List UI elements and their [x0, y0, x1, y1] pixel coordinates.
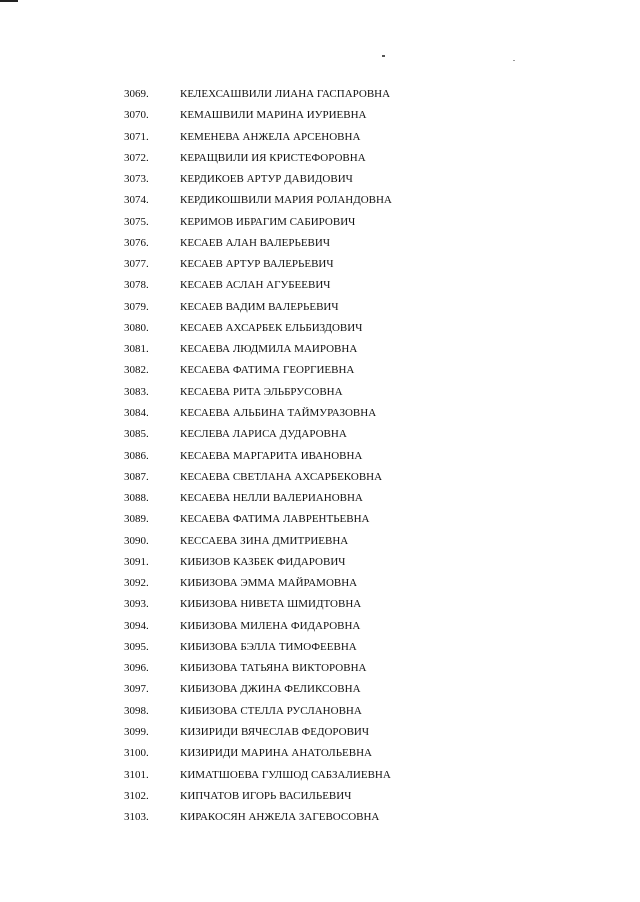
list-item: [0, 743, 640, 764]
entry-name: КЕСАЕВА СВЕТЛАНА АХСАРБЕКОВНА: [180, 470, 383, 483]
list-item: [0, 765, 640, 786]
entry-name: КЕСАЕВ АРТУР ВАЛЕРЬЕВИЧ: [180, 258, 334, 271]
entry-number: 3096.: [124, 662, 149, 675]
entry-number: 3084.: [124, 406, 149, 419]
list-item: [0, 594, 640, 615]
entry-number: 3083.: [124, 385, 149, 398]
list-item: [0, 275, 640, 296]
list-item: [0, 637, 640, 658]
entry-number: 3093.: [124, 598, 149, 611]
entry-number: 3082.: [124, 364, 149, 377]
entry-number: 3099.: [124, 725, 149, 738]
entry-name: КИБИЗОВА МИЛЕНА ФИДАРОВНА: [180, 619, 361, 632]
list-item: [0, 573, 640, 594]
scan-speck: [513, 60, 515, 61]
entry-number: 3094.: [124, 619, 149, 632]
list-item: [0, 382, 640, 403]
list-item: [0, 254, 640, 275]
entry-name: КЕСАЕВА НЕЛЛИ ВАЛЕРИАНОВНА: [180, 492, 363, 505]
list-item: [0, 701, 640, 722]
entry-number: 3069.: [124, 88, 149, 100]
entry-name: КИБИЗОВ КАЗБЕК ФИДАРОВИЧ: [180, 555, 346, 568]
entry-name: КИБИЗОВА СТЕЛЛА РУСЛАНОВНА: [180, 704, 362, 717]
list-item: [0, 212, 640, 233]
entry-number: 3078.: [124, 279, 149, 292]
entry-name: КЕСАЕВ АСЛАН АГУБЕЕВИЧ: [180, 279, 331, 292]
entry-name: КЕСАЕВА ФАТИМА ГЕОРГИЕВНА: [180, 364, 355, 377]
entry-name: КИБИЗОВА ТАТЬЯНА ВИКТОРОВНА: [180, 662, 367, 675]
list-item: [0, 552, 640, 573]
entry-name: КИПЧАТОВ ИГОРЬ ВАСИЛЬЕВИЧ: [180, 789, 352, 802]
entry-name: КЕРИМОВ ИБРАГИМ САБИРОВИЧ: [180, 215, 356, 228]
list-item: [0, 84, 640, 105]
entry-number: 3075.: [124, 215, 149, 228]
entry-name: КЕСАЕВА МАРГАРИТА ИВАНОВНА: [180, 449, 363, 462]
list-item: [0, 679, 640, 700]
list-item: [0, 233, 640, 254]
entry-name: КИМАТШОЕВА ГУЛШОД САБЗАЛИЕВНА: [180, 768, 391, 781]
entry-name: КИРАКОСЯН АНЖЕЛА ЗАГЕВОСОВНА: [180, 811, 380, 824]
entry-number: 3095.: [124, 640, 149, 653]
entry-name: КЕСАЕВА АЛЬБИНА ТАЙМУРАЗОВНА: [180, 406, 377, 419]
list-item: [0, 169, 640, 190]
entry-number: 3101.: [124, 768, 149, 781]
entry-number: 3087.: [124, 470, 149, 483]
entry-number: 3089.: [124, 513, 149, 526]
entry-name: КИБИЗОВА ДЖИНА ФЕЛИКСОВНА: [180, 683, 361, 696]
list-item: [0, 339, 640, 360]
entry-name: КИБИЗОВА БЭЛЛА ТИМОФЕЕВНА: [180, 640, 357, 653]
list-item: [0, 127, 640, 148]
entry-name: КЕСАЕВ АХСАРБЕК ЕЛЬБИЗДОВИЧ: [180, 321, 363, 334]
entry-name: КИЗИРИДИ МАРИНА АНАТОЛЬЕВНА: [180, 747, 372, 760]
entry-name: КИБИЗОВА НИВЕТА ШМИДТОВНА: [180, 598, 362, 611]
entry-name: КИЗИРИДИ ВЯЧЕСЛАВ ФЕДОРОВИЧ: [180, 725, 370, 738]
entry-number: 3079.: [124, 300, 149, 313]
entry-number: 3080.: [124, 321, 149, 334]
list-item: [0, 807, 640, 828]
list-item: [0, 190, 640, 211]
entry-name: КЕСАЕВА РИТА ЭЛЬБРУСОВНА: [180, 385, 343, 398]
list-item: [0, 658, 640, 679]
entry-number: 3070.: [124, 109, 149, 122]
entry-name: КЕРДИКОШВИЛИ МАРИЯ РОЛАНДОВНА: [180, 194, 392, 207]
list-item: [0, 509, 640, 530]
entry-name: КЕСАЕВА ФАТИМА ЛАВРЕНТЬЕВНА: [180, 513, 370, 526]
entry-number: 3085.: [124, 428, 149, 441]
list-item: [0, 318, 640, 339]
entry-number: 3081.: [124, 343, 149, 356]
entry-number: 3090.: [124, 534, 149, 547]
entry-number: 3088.: [124, 492, 149, 505]
list-item: [0, 360, 640, 381]
entry-name: КЕССАЕВА ЗИНА ДМИТРИЕВНА: [180, 534, 349, 547]
entry-number: 3091.: [124, 555, 149, 568]
list-item: [0, 722, 640, 743]
list-item: [0, 105, 640, 126]
entry-name: КЕСЛЕВА ЛАРИСА ДУДАРОВНА: [180, 428, 347, 441]
entry-number: 3072.: [124, 151, 149, 164]
list-item: [0, 446, 640, 467]
entry-name: КЕСАЕВ АЛАН ВАЛЕРЬЕВИЧ: [180, 236, 330, 249]
entry-number: 3077.: [124, 258, 149, 271]
list-item: [0, 467, 640, 488]
entry-name: КЕСАЕВА ЛЮДМИЛА МАИРОВНА: [180, 343, 358, 356]
list-item: [0, 297, 640, 318]
entry-name: КЕРДИКОЕВ АРТУР ДАВИДОВИЧ: [180, 173, 353, 186]
entry-number: 3074.: [124, 194, 149, 207]
entry-name: КЕМЕНЕВА АНЖЕЛА АРСЕНОВНА: [180, 130, 361, 143]
scan-speck: [382, 55, 385, 57]
list-item: [0, 403, 640, 424]
name-list: [0, 84, 640, 828]
entry-name: КЕРАЩВИЛИ ИЯ КРИСТЕФОРОВНА: [180, 151, 366, 164]
entry-number: 3076.: [124, 236, 149, 249]
list-item: [0, 424, 640, 445]
list-item: [0, 531, 640, 552]
entry-number: 3071.: [124, 130, 149, 143]
entry-number: 3102.: [124, 789, 149, 802]
entry-name: КЕСАЕВ ВАДИМ ВАЛЕРЬЕВИЧ: [180, 300, 339, 313]
entry-number: 3073.: [124, 173, 149, 186]
entry-name: КИБИЗОВА ЭММА МАЙРАМОВНА: [180, 577, 358, 590]
entry-number: 3092.: [124, 577, 149, 590]
list-item: [0, 616, 640, 637]
entry-number: 3100.: [124, 747, 149, 760]
list-item: [0, 148, 640, 169]
entry-name: КЕМАШВИЛИ МАРИНА ИУРИЕВНА: [180, 109, 367, 122]
entry-number: 3097.: [124, 683, 149, 696]
scan-corner-mark: [0, 0, 18, 2]
entry-name: КЕЛЕХСАШВИЛИ ЛИАНА ГАСПАРОВНА: [180, 88, 391, 100]
list-item: [0, 786, 640, 807]
entry-number: 3103.: [124, 811, 149, 824]
list-item: [0, 488, 640, 509]
entry-number: 3086.: [124, 449, 149, 462]
entry-number: 3098.: [124, 704, 149, 717]
